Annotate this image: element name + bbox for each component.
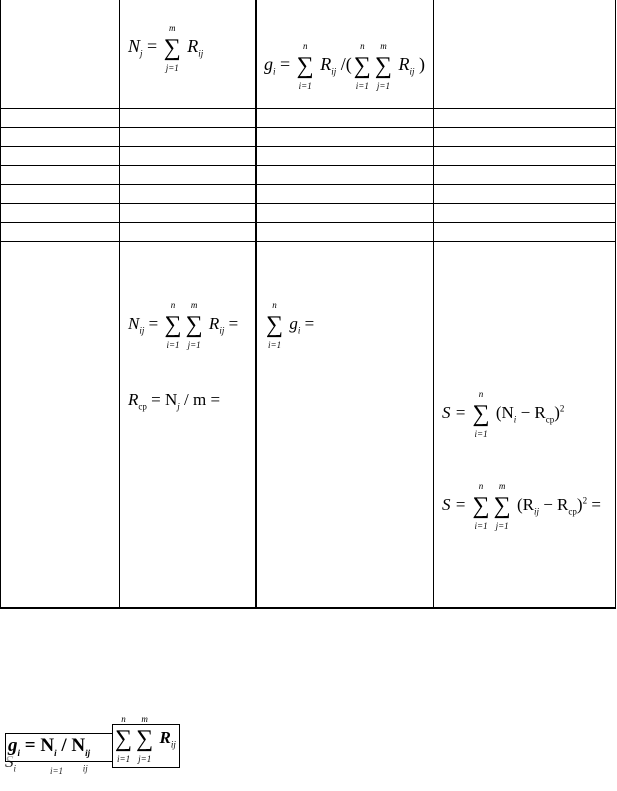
s-squared-deviation-formula: S = ∑ n i=1 $(N_i - R_{ср})^2$ [442,389,565,439]
grid-vline [0,0,1,609]
sum-symbol: ∑ m j=1 [185,300,203,350]
grid-hline [0,241,616,242]
gi-ratio-formula: $g_i = N_i / N_{ij}$ [8,735,91,758]
header-nj-formula: $N_j$ = ∑ m j=1 $R_{ij}$ [128,23,204,73]
nij-total-formula: $N_{ij}$ = ∑ n i=1 ∑ m j=1 $R_{ij}$ = [128,300,239,350]
sum-symbol: ∑ n i=1 [472,389,490,439]
sum-symbol: ∑ m j=1 [136,714,154,764]
grid-hline [0,184,616,185]
header-gi-formula: $g_i$ = ∑ n i=1 $R_{ij}$ /(∑ n i=1 ∑ m j=1 $R_{ij}$ ) [264,41,426,91]
g-sum-formula: ∑ n i=1 $g_i$ = [266,300,315,350]
grid-vline [433,0,434,609]
sum-symbol: ∑ m j=1 [163,23,181,73]
sum-symbol: ∑ m j=1 [493,481,511,531]
grid-hline [0,222,616,223]
sum-symbol: ∑ n i=1 [266,300,284,350]
nested-sum-formula: ∑ n i=1 ∑ m j=1 $R_{ij}$ [115,714,176,764]
grid-hline [0,165,616,166]
sum-symbol: ∑ n i=1 [115,714,133,764]
sum-symbol: ∑ m j=1 [374,41,393,91]
underlying-si-formula: $_i$ i=1 $_{ij}$ [13,763,88,777]
sum-symbol: ∑ n i=1 [472,481,490,531]
grid-vline [615,0,616,609]
rcp-formula: $R_{ср} = N_j / m$ = [128,390,221,412]
s-total-deviation-formula: S = ∑ n i=1 ∑ m j=1 $(R_{ij} - R_{ср})^2$ = [442,481,601,531]
grid-hline [0,607,616,609]
grid-hline [0,146,616,147]
grid-hline [0,127,616,128]
grid-hline [0,203,616,204]
sum-symbol: ∑ n i=1 [353,41,371,91]
sum-symbol: ∑ n i=1 [296,41,314,91]
sum-symbol: ∑ n i=1 [164,300,182,350]
grid-hline [0,108,616,109]
grid-vline [255,0,257,609]
grid-vline [119,0,120,609]
